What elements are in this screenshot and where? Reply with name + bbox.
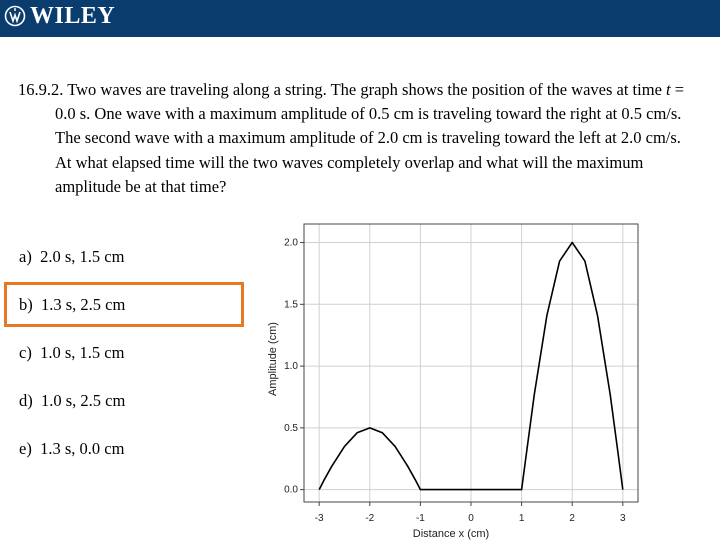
option-text: 2.0 s, 1.5 cm [40,247,125,266]
x-tick-label: -3 [314,513,324,524]
wiley-seal-icon [4,5,26,27]
option-c[interactable] [19,343,124,363]
option-text: 1.0 s, 1.5 cm [40,343,125,362]
option-text: 1.3 s, 0.0 cm [40,439,125,458]
x-tick-label: 3 [620,513,626,524]
wiley-logo [4,2,115,30]
option-d[interactable] [19,391,125,411]
y-axis-label: Amplitude (cm) [267,322,279,396]
y-tick-label: 1.0 [284,361,298,373]
option-label: e) [19,439,32,458]
question-body-end: = 0.0 s. One wave with a maximum amplitude of 0.5 cm is traveling toward the right at 0.5 cm/s. The second wave with a maximum amplitude of 2.0 cm is traveling toward the left at 2.0 cm/s. At what elapsed time will the two waves completely overlap and what will the maximum amplitude be at that time? [55,80,685,196]
question-body-start: Two waves are traveling along a string. The graph shows the position of the waves at time [67,80,667,99]
y-tick-label: 1.5 [284,299,298,311]
header-bar [0,0,720,37]
option-label: b) [19,295,33,314]
x-axis-label: Distance x (cm) [412,528,490,540]
option-text: 1.3 s, 2.5 cm [41,295,126,314]
wave-amplitude-chart [262,220,642,540]
option-e[interactable] [19,439,124,459]
time-variable: t [666,80,671,99]
question-number: 16.9.2. [18,80,64,99]
option-label: d) [19,391,33,410]
y-tick-label: 0.0 [284,484,298,496]
x-tick-label: -2 [365,513,375,524]
x-tick-label: 0 [468,513,474,524]
x-tick-label: 2 [569,513,575,524]
option-label: a) [19,247,32,266]
x-tick-label: -1 [415,513,425,524]
option-label: c) [19,343,32,362]
option-a[interactable] [19,247,124,267]
y-tick-label: 0.5 [284,422,298,434]
y-tick-label: 2.0 [284,237,298,249]
answer-highlight-box [4,282,244,327]
brand-name: WILEY [30,2,116,29]
option-text: 1.0 s, 2.5 cm [41,391,126,410]
question-text [18,78,698,199]
x-tick-label: 1 [518,513,525,524]
